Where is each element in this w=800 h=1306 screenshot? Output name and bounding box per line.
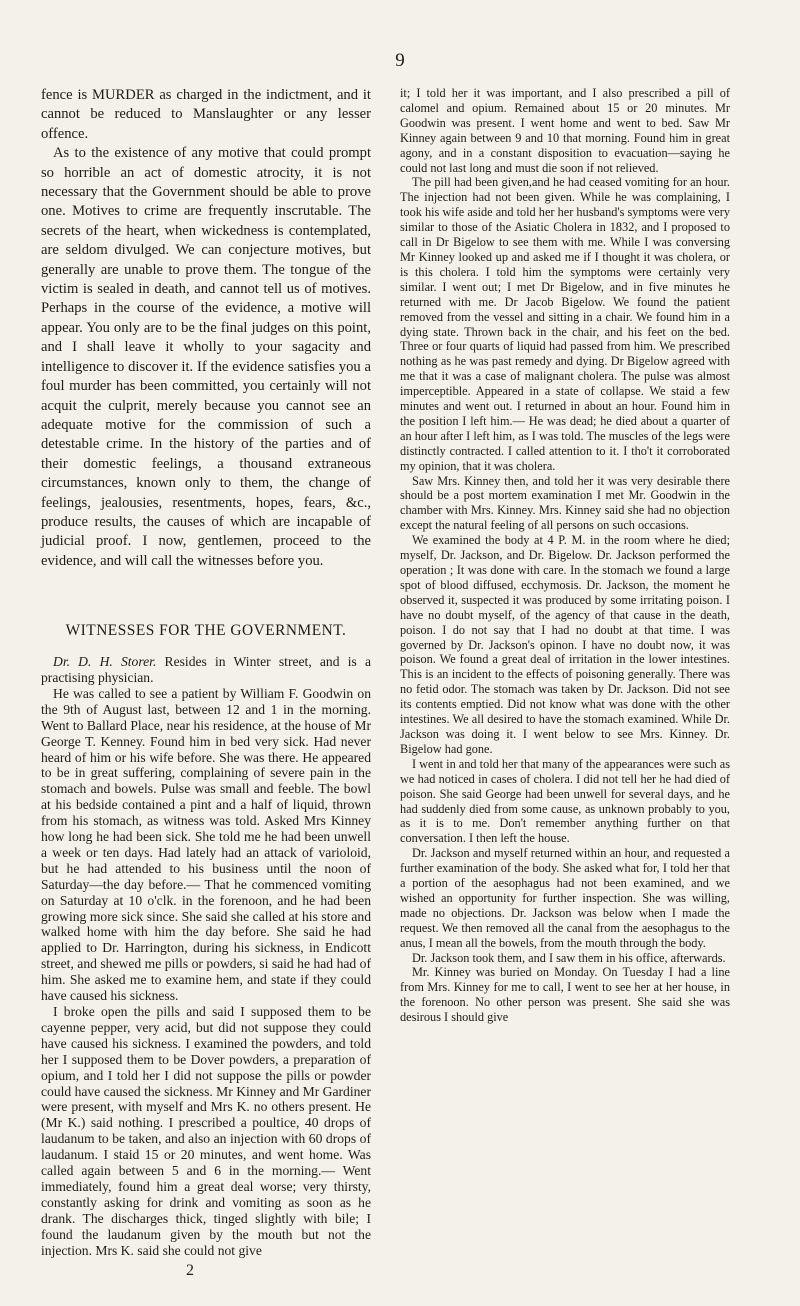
right-paragraph-5: I went in and told her that many of the appearances were such as we had noticed in cases of cholera. I did not tell her he had died of poison. She said George had been unwell for several days, and he had suddenly died from some cause, as unknown probably to you, as it is to me. Don't remember anything further on that conversation. I then left the house. — [400, 756, 730, 846]
witness-name: Dr. D. H. Storer. — [53, 654, 157, 670]
testimony-paragraph-2: I broke open the pills and said I supposed them to be cayenne pepper, very acid, but did not suppose they could have caused his sickness. I examined the powders, and told her I supposed them to be Dover powders, a preparation of opium, and I told her I did not suppose the pills or powder could have caused the sickness. Mr Kinney and Mr Gardiner were present, with myself and Mrs K. no others present. He (Mr K.) said nothing. I prescribed a poultice, 40 drops of laudanum to be taken, and also an injection with 60 drops of laudanum. I staid 15 or 20 minutes, and went home. Was called again between 5 and 6 in the morning.— Went immediately, found him a great deal worse; very thirsty, constantly asking for drink and vomiting as soon as he drank. The discharges thick, tinged slightly with bile; I found the laudanum given by the mouth but not the injection. Mrs K. said she could not give — [41, 1004, 371, 1258]
section-heading: WITNESSES FOR THE GOVERNMENT. — [65, 622, 347, 640]
page-number: 9 — [395, 50, 405, 71]
witness-intro-paragraph — [41, 654, 371, 686]
right-paragraph-2: The pill had been given,and he had ceased vomiting for an hour. The injection had not been given. While he was complaining, I took his wife aside and told her her husband's symptoms were very similar to those of the Asiatic Cholera in 1832, and I proposed to call in Dr Bigelow to see them with me. While I was conversing Mr Kinney looked up and asked me if I thought it was cholera, or is this cholera. I told him the symptoms were certainly very similar. I went out; I met Dr Bigelow, and in five minutes he returned with me. Dr Jacob Bigelow. We found the patient removed from the vessel and sitting in a chair. We found him in a dying state. Thrown back in the chair, and his feet on the bed. Three or four quarts of liquid had passed from him. We prescribed nothing as he was past remedy and dying. Dr Bigelow agreed with me that it was a case of malignant cholera. The pulse was almost imperceptible. Appeared in a state of collapse. We staid a few minutes and went out. I returned in about an hour. Found him in the position I left him.— He was dead; he died about a quarter of an hour after I left him, as I was told. The muscles of the legs were distinctly contracted. I called attention to it. I tho't it corroborated my opinion, that it was cholera. — [400, 175, 730, 473]
right-column — [400, 86, 730, 1025]
left-column — [41, 86, 371, 1259]
right-paragraph-7: Dr. Jackson took them, and I saw them in his office, afterwards. — [412, 950, 726, 965]
right-paragraph-3: Saw Mrs. Kinney then, and told her it was very desirable there should be a post mortem examination I met Mr. Goodwin in the chamber with Mrs. Kinney. Mrs. Kinney said she had no objection except the natural feeling of all persons on such occasions. — [400, 473, 730, 533]
intro-paragraph-1: fence is MURDER as charged in the indictment, and it cannot be reduced to Manslaughter or any lesser offence. — [41, 87, 371, 142]
intro-paragraph-2: As to the existence of any motive that could prompt so horrible an act of domestic atrocity, it is not necessary that the Government should be able to prove one. Motives to crime are frequently inscrutable. The secrets of the heart, when wickedness is contemplated, are seldom divulged. We can conjecture motives, but generally are unable to prove them. The tongue of the victim is sealed in death, and cannot tell us of motives. Perhaps in the course of the evidence, a motive will appear. You only are to be the final judges on this point, and I shall leave it wholly to your sagacity and intelligence to discover it. If the evidence satisfies you a foul murder has been committed, you certainly will not acquit the culprit, merely because you cannot see an adequate motive for the commission of such a detestable crime. In the history of the parties and of their domestic feelings, a thousand extraneous circumstances, known only to them, the change of feelings, jealousies, resentments, hopes, fears, &c., produce results, the causes of which are incapable of judicial proof. I now, gentlemen, proceed to the evidence, and will call the witnesses before you. — [41, 145, 371, 569]
right-paragraph-1: it; I told her it was important, and I also prescribed a pill of calomel and opium. Remained about 15 or 20 minutes. Mr Goodwin was present. I went home and went to bed. Saw Mr Kinney again between 9 and 10 that morning. Found him in great agony, and in a constant disposition to evacuation—saying he could not last long and must die soon if not relieved. — [400, 86, 730, 175]
testimony-paragraph-1: He was called to see a patient by William F. Goodwin on the 9th of August last, between 12 and 1 in the morning. Went to Ballard Place, near his residence, at the house of Mr George T. Kenney. Found him in bed very sick. Had never heard of him or his wife before. She was there. He appeared to be in great suffering, complaining of severe pain in the stomach and bowels. Pulse was small and feeble. The bowl at his bedside contained a pint and a half of liquid, thrown from his stomach, as witness was told. Asked Mrs Kinney how long he had been sick. She told me he had been unwell a week or ten days. Had lately had an attack of varioloid, but he had attended to his business until the noon of Saturday—the day before.— That he commenced vomiting on Saturday at 10 o'clk. in the forenoon, and he had been growing more sick since. She said she called at his store and walked home with him the day before. She said he had applied to Dr. Harrington, during his sickness, in Endicott street, and shewed me pills or powders, si said he had had of him. She asked me to examine hem, and state if they could have caused his sickness. — [41, 685, 371, 1004]
right-paragraph-6: Dr. Jackson and myself returned within an hour, and requested a further examination of the body. She asked what for, I told her that a portion of the aesophagus had not been examined, and we wished an opportunity for further inspection. She was willing, made no objections. Dr. Jackson was below when I made the request. We then removed all the canal from the aesophagus to the anus, I mean all the bowels, from the mouth through the body. — [400, 846, 730, 950]
right-paragraph-4: We examined the body at 4 P. M. in the room where he died; myself, Dr. Jackson, and Dr. Bigelow. Dr. Jackson performed the operation ; It was done with care. In the stomach we found a large spot of blood diffused, ecchymosis. Dr. Jackson, the moment he observed it, suspected it was produced by some irritating poison. I have no doubt myself, of the agency of that cause in the death, poison. I do not say that I had no doubt at that time. I was governed by Dr. Jackson's opinon. I have no doubt now, it was poison. We found a great deal of irritation in the lower intestines. This is an incident to the effects of poisoning generally. There was no fetid odor. The stomach was taken by Dr. Jackson. Did not see its contents emptied. Did not know what was done with the other intestines. We all desired to have the stomach examined. While Dr. Jackson was doing it. I went below to see Mrs. Kinney. Dr. Bigelow had gone. — [400, 533, 730, 756]
right-paragraph-8: Mr. Kinney was buried on Monday. On Tuesday I had a line from Mrs. Kinney for me to call, I went to see her at her house, in the forenoon. No other person was present. She said she was desirous I should give — [400, 965, 730, 1025]
witness-intro: Resides in Winter street, and is a practising physician. — [41, 654, 371, 685]
footer-number: 2 — [186, 1262, 194, 1279]
